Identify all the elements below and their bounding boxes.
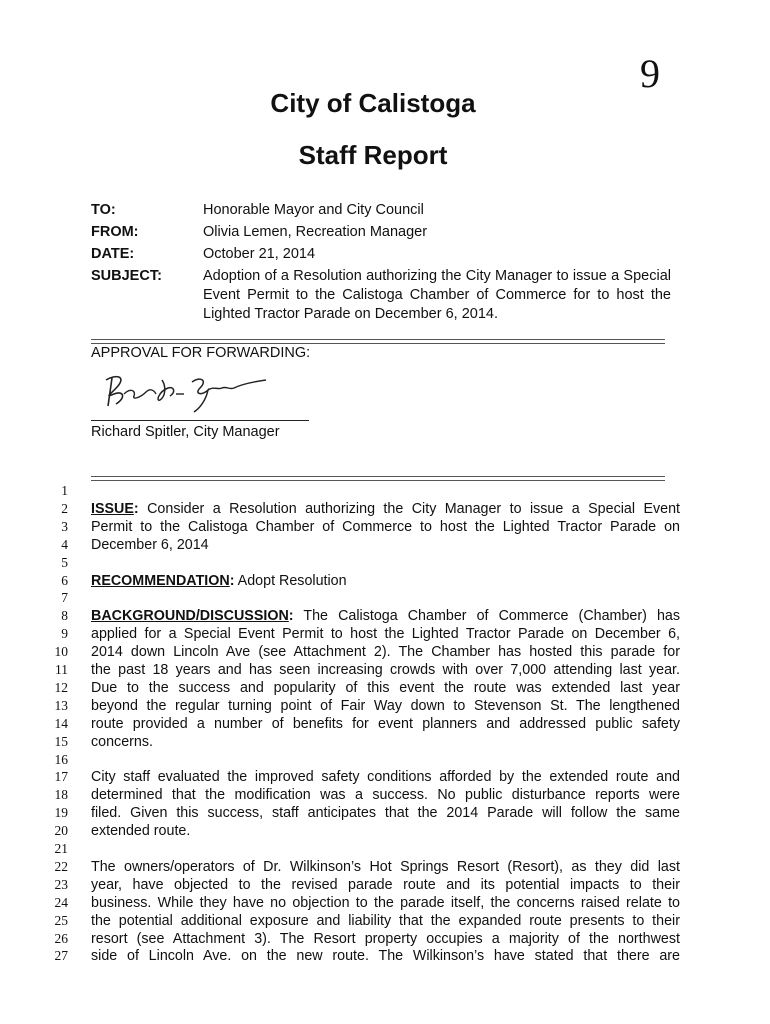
line-text xyxy=(91,518,680,536)
body-line xyxy=(0,858,770,876)
heading-colon: : xyxy=(229,572,235,589)
line-body: December 6, 2014 xyxy=(91,536,209,553)
line-body: resort (see Attachment 3). The Resort property occupies a majority of the northwest xyxy=(91,930,680,947)
line-text xyxy=(91,715,680,733)
line-body: Adopt Resolution xyxy=(234,572,347,589)
memo-subject-row xyxy=(91,265,671,324)
line-body: applied for a Special Event Permit to host the Lighted Tractor Parade on December 6, xyxy=(91,626,680,643)
line-number: 24 xyxy=(54,894,68,910)
line-text xyxy=(91,572,680,590)
body-line xyxy=(0,589,770,607)
line-number: 13 xyxy=(54,697,68,713)
report-title-staff-report: Staff Report xyxy=(298,140,448,170)
line-body: concerns. xyxy=(91,733,153,750)
line-text xyxy=(91,876,680,894)
line-number: 22 xyxy=(54,858,68,874)
line-number: 19 xyxy=(54,805,68,821)
body-line xyxy=(0,786,770,804)
body-line xyxy=(0,912,770,930)
section-heading: BACKGROUND/DISCUSSION xyxy=(91,608,289,625)
line-text xyxy=(91,858,680,876)
body-line xyxy=(0,482,770,500)
line-number: 18 xyxy=(54,787,68,803)
line-number: 15 xyxy=(54,733,68,749)
memo-header xyxy=(91,199,671,324)
line-text xyxy=(91,947,680,965)
line-text xyxy=(91,679,680,697)
section-heading: ISSUE xyxy=(91,500,134,517)
line-text xyxy=(91,822,680,840)
body-line xyxy=(0,947,770,965)
line-text xyxy=(91,733,680,751)
heading-colon: : xyxy=(133,500,139,517)
body-line xyxy=(0,822,770,840)
line-number: 23 xyxy=(54,876,68,892)
line-number: 17 xyxy=(54,769,68,785)
body-line xyxy=(0,930,770,948)
line-number: 6 xyxy=(61,572,68,588)
double-rule-divider xyxy=(91,339,665,344)
line-body: side of Lincoln Ave. on the new route. The Wilkinson’s have stated that there are xyxy=(91,948,680,965)
approval-label: APPROVAL FOR FORWARDING: xyxy=(91,345,311,361)
handwritten-signature xyxy=(96,368,276,418)
memo-value: October 21, 2014 xyxy=(203,246,316,262)
line-text xyxy=(91,661,680,679)
memo-value: Olivia Lemen, Recreation Manager xyxy=(203,224,428,240)
body-line xyxy=(0,768,770,786)
body-line xyxy=(0,536,770,554)
line-number: 11 xyxy=(55,662,68,677)
signature-line xyxy=(91,420,309,421)
body-line xyxy=(0,625,770,643)
body-line xyxy=(0,500,770,518)
line-body: the past 18 years and has seen increasing crowds with over 7,000 attending last year. xyxy=(91,662,680,678)
body-line xyxy=(0,840,770,858)
body-line xyxy=(0,894,770,912)
line-number: 14 xyxy=(54,715,68,731)
line-number: 2 xyxy=(61,500,68,516)
line-body: route provided a number of benefits for event planners and addressed public safety xyxy=(91,715,680,732)
line-text xyxy=(91,500,680,518)
line-number: 25 xyxy=(54,912,68,928)
body-line xyxy=(0,607,770,625)
line-body: determined that the modification was a success. No public disturbance reports were xyxy=(91,787,680,804)
signer-name: Richard Spitler, City Manager xyxy=(91,424,280,440)
line-text xyxy=(91,643,680,661)
line-text xyxy=(91,912,680,930)
line-number: 3 xyxy=(61,518,68,534)
line-number: 20 xyxy=(54,823,68,839)
line-number: 27 xyxy=(54,948,68,964)
line-body: filed. Given this success, staff anticipates that the 2014 Parade will follow the same xyxy=(91,805,680,822)
line-body: Due to the success and popularity of this event the route was extended last year xyxy=(91,679,680,696)
heading-colon: : xyxy=(288,608,294,625)
memo-label: DATE: xyxy=(91,246,135,262)
memo-label: FROM: xyxy=(91,224,139,240)
line-body: business. While they have no objection to the parade itself, the concerns raised relate to xyxy=(91,894,680,911)
memo-label: TO: xyxy=(91,202,116,218)
body-line xyxy=(0,518,770,536)
memo-value: Honorable Mayor and City Council xyxy=(203,202,424,218)
section-heading: RECOMMENDATION xyxy=(91,572,230,589)
line-number: 4 xyxy=(61,536,68,552)
line-body: The Calistoga Chamber of Commerce (Chamber) has xyxy=(293,608,680,625)
line-text xyxy=(91,625,680,643)
body-line xyxy=(0,804,770,822)
body-line xyxy=(0,643,770,661)
body-line xyxy=(0,733,770,751)
double-rule-divider xyxy=(91,476,665,481)
line-body: Permit to the Calistoga Chamber of Commerce to host the Lighted Tractor Parade on xyxy=(91,518,680,535)
line-number: 8 xyxy=(61,608,68,624)
body-line xyxy=(0,554,770,572)
memo-label: SUBJECT: xyxy=(91,268,162,284)
line-number: 7 xyxy=(61,590,68,606)
body-line xyxy=(0,751,770,769)
report-title-city: City of Calistoga xyxy=(270,88,476,118)
line-body: the potential additional exposure and liability that the expanded route presents to their xyxy=(91,912,680,929)
line-body: year, have objected to the revised parade route and its potential impacts to their xyxy=(91,876,680,893)
memo-to-row xyxy=(91,199,671,221)
line-text xyxy=(91,894,680,912)
line-text xyxy=(91,930,680,948)
body-line xyxy=(0,661,770,679)
line-text xyxy=(91,607,680,625)
line-number: 26 xyxy=(54,930,68,946)
body-line xyxy=(0,572,770,590)
line-number: 5 xyxy=(61,554,68,570)
line-body: beyond the regular turning point of Fair Way down to Stevenson St. The lengthened xyxy=(91,697,680,714)
memo-date-row xyxy=(91,243,671,265)
body-line xyxy=(0,715,770,733)
line-text xyxy=(91,768,680,786)
line-body: extended route. xyxy=(91,823,191,840)
body-line xyxy=(0,679,770,697)
line-body: 2014 down Lincoln Ave (see Attachment 2). The Chamber has hosted this parade for xyxy=(91,644,680,661)
line-body: The owners/operators of Dr. Wilkinson’s Hot Springs Resort (Resort), as they did last xyxy=(91,858,680,875)
line-number: 16 xyxy=(54,751,68,767)
body-line xyxy=(0,697,770,715)
page-number: 9 xyxy=(640,51,660,96)
line-number: 12 xyxy=(54,679,68,695)
line-text xyxy=(91,536,680,554)
line-body: City staff evaluated the improved safety conditions afforded by the extended route and xyxy=(91,769,680,786)
line-number: 9 xyxy=(61,626,68,642)
line-body: Consider a Resolution authorizing the City Manager to issue a Special Event xyxy=(138,500,680,517)
memo-value: Adoption of a Resolution authorizing the City Manager to issue a Special Event Permit to the Calistoga Chamber of Commerce for to host the Lighted Tractor Parade on December 6, 2014. xyxy=(203,268,671,322)
body-line xyxy=(0,876,770,894)
line-number: 10 xyxy=(54,644,68,660)
line-text xyxy=(91,697,680,715)
memo-from-row xyxy=(91,221,671,243)
line-number: 21 xyxy=(54,841,68,856)
line-text xyxy=(91,786,680,804)
line-number: 1 xyxy=(61,483,68,498)
line-text xyxy=(91,804,680,822)
